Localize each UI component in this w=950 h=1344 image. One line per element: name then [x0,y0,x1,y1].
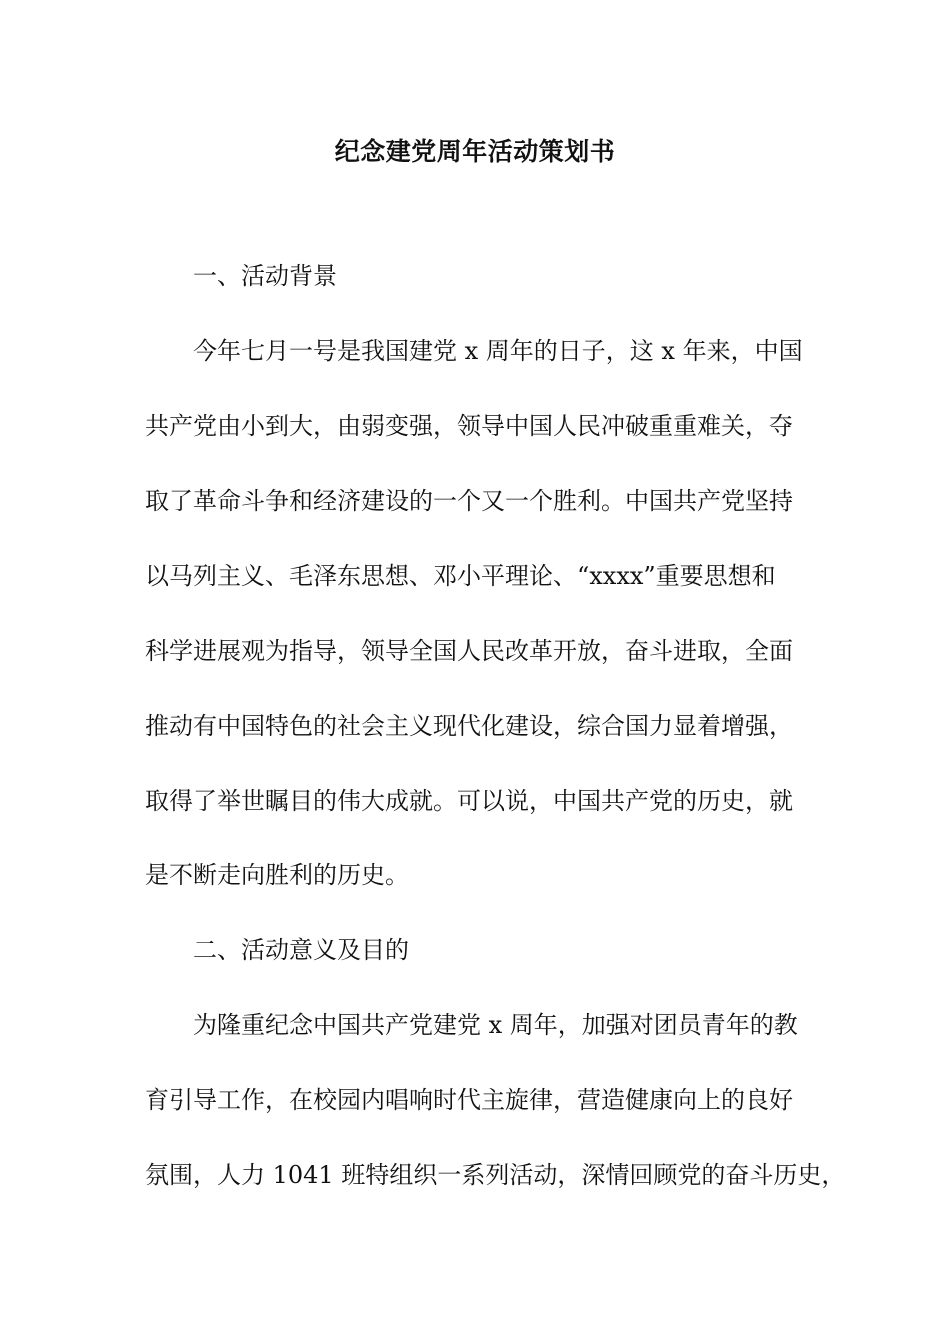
paragraph-line: 科学进展观为指导，领导全国人民改革开放，奋斗进取，全面 [145,637,793,665]
paragraph-line: 为隆重纪念中国共产党建党 x 周年，加强对团员青年的教 [193,1011,798,1039]
paragraph-line: 是不断走向胜利的历史。 [145,861,409,889]
paragraph-line: 氛围，人力 1041 班特组织一系列活动，深情回顾党的奋斗历史， [145,1161,846,1189]
document-title: 纪念建党周年活动策划书 [334,137,616,166]
section-heading-background: 一、活动背景 [193,262,337,290]
paragraph-line: 推动有中国特色的社会主义现代化建设，综合国力显着增强， [145,712,793,740]
paragraph-line: 共产党由小到大，由弱变强，领导中国人民冲破重重难关，夺 [145,412,793,440]
paragraph-line: 今年七月一号是我国建党 x 周年的日子，这 x 年来，中国 [193,337,803,365]
paragraph-line: 育引导工作，在校园内唱响时代主旋律，营造健康向上的良好 [145,1086,793,1114]
paragraph-line: 取得了举世瞩目的伟大成就。可以说，中国共产党的历史，就 [145,787,793,815]
paragraph-line: 取了革命斗争和经济建设的一个又一个胜利。中国共产党坚持 [145,487,793,515]
section-heading-purpose: 二、活动意义及目的 [193,936,409,964]
paragraph-line: 以马列主义、毛泽东思想、邓小平理论、“xxxx”重要思想和 [145,562,776,590]
